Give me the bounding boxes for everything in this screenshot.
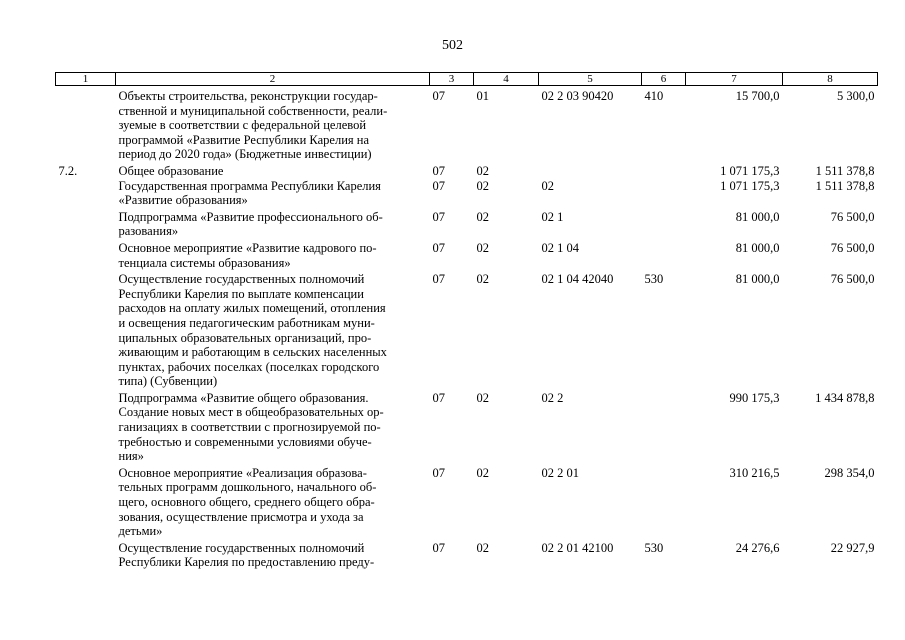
row-section: 07 [432, 163, 445, 178]
row-expense-type: 410 [644, 89, 664, 103]
row-expense-type [642, 239, 686, 270]
row-amount-2: 5 300,0 [837, 89, 875, 103]
row-name: Общее образование [118, 163, 224, 178]
row-amount-2: 22 927,9 [830, 540, 875, 555]
row-amount-1: 81 000,0 [735, 209, 780, 224]
row-number [56, 389, 116, 464]
table-row [56, 208, 878, 239]
table-row [56, 464, 878, 539]
table-row [56, 162, 878, 179]
row-target-code [539, 162, 642, 179]
row-name: Основное мероприятие «Реализация образова- тельных программ дошкольного, начального об- щего, основного общего, среднего общего обра- зования, осуществление присмотра и ухода за детьми» [118, 465, 377, 539]
row-expense-type [642, 389, 686, 464]
table-row [56, 86, 878, 162]
row-name: Объекты строительства, реконструкции государ- ственной и муниципальной собственности, реали- зуемые в соответствии с федеральной целевой программой «Развитие Республики Карелия на период до 2020 года» (Бюджетные инвестиции) [118, 89, 388, 162]
row-amount-2: 76 500,0 [830, 209, 875, 224]
row-number [56, 208, 116, 239]
row-amount-2: 1 434 878,8 [815, 390, 875, 405]
page-number: 502 [442, 38, 463, 53]
row-subsection: 02 [476, 163, 489, 178]
row-amount-2: 76 500,0 [830, 240, 875, 255]
row-target-code: 02 1 [541, 209, 564, 224]
table-header-row [56, 73, 878, 86]
row-amount-1: 310 216,5 [729, 465, 780, 480]
row-expense-type [642, 464, 686, 539]
table-row [56, 389, 878, 464]
row-name: Подпрограмма «Развитие общего образования. Создание новых мест в общеобразовательных ор- ганизациях в соответствии с прогнозируемой по- требностью и современными условиями обуче- ния» [118, 390, 384, 464]
row-subsection: 02 [476, 540, 489, 555]
row-subsection: 02 [476, 209, 489, 224]
row-target-code: 02 2 01 42100 [541, 540, 614, 555]
budget-table [55, 72, 878, 570]
row-expense-type [642, 179, 686, 208]
row-expense-type: 530 [644, 540, 664, 555]
row-section: 07 [432, 465, 445, 480]
row-section: 07 [432, 240, 445, 255]
row-target-code: 02 1 04 42040 [541, 272, 614, 287]
row-amount-1: 81 000,0 [735, 240, 780, 255]
column-header-5: 5 [539, 73, 642, 86]
row-number [56, 539, 116, 570]
row-amount-1: 1 071 175,3 [720, 178, 780, 193]
row-subsection: 02 [476, 390, 489, 405]
row-name: Подпрограмма «Развитие профессионального об- разования» [118, 209, 383, 239]
row-amount-1: 990 175,3 [729, 390, 780, 405]
column-header-4: 4 [474, 73, 539, 86]
row-amount-2: 1 511 378,8 [815, 178, 875, 193]
table-row [56, 539, 878, 570]
table-row [56, 270, 878, 389]
row-number [56, 179, 116, 208]
row-expense-type [642, 208, 686, 239]
column-header-1: 1 [56, 73, 116, 86]
row-section: 07 [432, 272, 445, 287]
row-number [56, 270, 116, 389]
row-amount-1: 81 000,0 [735, 272, 780, 287]
column-header-7: 7 [686, 73, 783, 86]
row-number [56, 239, 116, 270]
row-name: Осуществление государственных полномочий Республики Карелия по предоставлению преду- [118, 540, 375, 570]
row-target-code: 02 1 04 [541, 240, 579, 255]
row-amount-2: 298 354,0 [824, 465, 875, 480]
row-subsection: 02 [476, 272, 489, 287]
row-name: Осуществление государственных полномочий Республики Карелия по выплате компенсации расходов на оплату жилых помещений, отопления и освещения педагогическим работникам муни- ципальных образовательных организаций, про- живающим и работающим в сельских населенных пунктах, рабочих поселках (поселках городского типа) (Субвенции) [118, 272, 387, 389]
row-section: 07 [432, 89, 445, 103]
column-header-6: 6 [642, 73, 686, 86]
row-section: 07 [432, 540, 445, 555]
column-header-2: 2 [116, 73, 430, 86]
row-name: Государственная программа Республики Карелия «Развитие образования» [118, 178, 381, 208]
row-target-code: 02 [541, 178, 554, 193]
row-number [56, 464, 116, 539]
row-amount-1: 24 276,6 [735, 540, 780, 555]
row-number [56, 86, 116, 162]
row-expense-type: 530 [644, 272, 664, 287]
row-amount-2: 1 511 378,8 [815, 163, 875, 178]
table-row [56, 179, 878, 208]
row-target-code: 02 2 01 [541, 465, 579, 480]
row-name: Основное мероприятие «Развитие кадрового по- тенциала системы образования» [118, 240, 377, 270]
row-section: 07 [432, 178, 445, 193]
table-row [56, 239, 878, 270]
row-subsection: 02 [476, 178, 489, 193]
row-expense-type [642, 162, 686, 179]
row-section: 07 [432, 209, 445, 224]
row-subsection: 02 [476, 465, 489, 480]
row-amount-2: 76 500,0 [830, 272, 875, 287]
column-header-8: 8 [783, 73, 878, 86]
row-amount-1: 15 700,0 [735, 89, 780, 103]
row-section: 07 [432, 390, 445, 405]
row-amount-1: 1 071 175,3 [720, 163, 780, 178]
row-target-code: 02 2 03 90420 [541, 89, 614, 103]
row-subsection: 01 [476, 89, 489, 103]
row-target-code: 02 2 [541, 390, 564, 405]
row-subsection: 02 [476, 240, 489, 255]
row-number: 7.2. [58, 163, 78, 178]
column-header-3: 3 [430, 73, 474, 86]
